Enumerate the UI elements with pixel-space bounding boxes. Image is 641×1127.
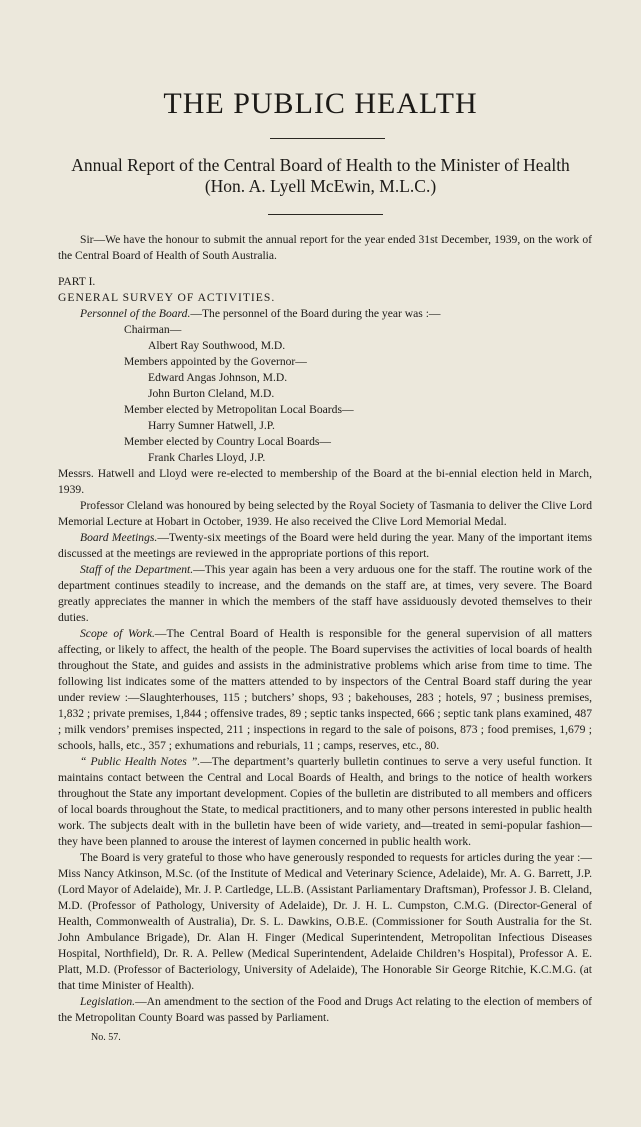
section-heading: GENERAL SURVEY OF ACTIVITIES.	[58, 291, 276, 304]
body-paragraph	[58, 498, 592, 530]
report-title-line-2: (Hon. A. Lyell McEwin, M.L.C.)	[204, 176, 437, 196]
paragraph-lead: Board Meetings.	[80, 531, 158, 544]
title-divider-bottom	[268, 214, 383, 215]
personnel-line: Member elected by Metropolitan Local Boards—	[124, 403, 354, 416]
report-title	[0, 155, 641, 197]
body-paragraph	[58, 754, 592, 850]
body-paragraph	[58, 530, 592, 562]
personnel-list	[58, 322, 592, 466]
paragraph-text: The Board is very grateful to those who have generously responded to requests for articles during the year :—Miss Nancy Atkinson, M.Sc. (of the Institute of Medical and Veterinary Science, Adelaide), Mr. A. G. Barrett, J.P. (Lord Mayor of Adelaide), Mr. J. P. Cartledge, LL.B. (Assistant Parliamentary Draftsman), Professor J. B. Cleland, M.D. (Professor of Pathology, University of Adelaide), Dr. J. H. L. Cumpston, C.M.G. (Director-General of Health, Commonwealth of Australia), Dr. S. L. Dawkins, O.B.E. (Commissioner for South Australia for the St. John Ambulance Brigade), Dr. Alan H. Finger (Medical Superintendent, Metropolitan Infectious Diseases Hospital, Northfield), Dr. R. A. Pellew (Medical Superintendent, Adelaide Children’s Hospital), Professor A. E. Platt, M.D. (Professor of Bacteriology, University of Adelaide), The Honorable Sir George Ritchie, K.C.M.G. (at that time Minister of Health).	[58, 851, 592, 992]
paragraph-lead: Staff of the Department.	[80, 563, 194, 576]
paragraph-lead: Scope of Work.	[80, 627, 155, 640]
personnel-lead: Personnel of the Board.	[80, 307, 191, 320]
intro-paragraph: Sir—We have the honour to submit the annual report for the year ended 31st December, 1939, on the work of the Central Board of Health of South Australia.	[58, 233, 592, 262]
personnel-line: Frank Charles Lloyd, J.P.	[148, 451, 266, 464]
body-paragraph	[58, 850, 592, 994]
report-title-line-1: Annual Report of the Central Board of Health to the Minister of Health	[71, 155, 570, 175]
paragraph-text: —The Central Board of Health is responsible for the general supervision of all matters affecting, or likely to affect, the health of the people. The Board supervises the activities of local boards of health throughout the State, and guides and assists in the administrative problems which arise from time to time. The following list indicates some of the matters attended to by inspectors of the Central Board staff during the year under review :—Slaughterhouses, 115 ; butchers’ shops, 93 ; bakehouses, 283 ; hotels, 97 ; business premises, 1,832 ; private premises, 1,844 ; offensive trades, 89 ; septic tanks inspected, 666 ; septic tank plans examined, 487 ; milk vendors’ premises inspected, 211 ; inspections in regard to the sale of poisons, 873 ; food premises, 1,679 ; schools, halls, etc., 357 ; exhumations and reburials, 11 ; camps, reserves, etc., 80.	[58, 627, 592, 752]
page-footer: No. 57.	[91, 1032, 121, 1043]
personnel-text: —The personnel of the Board during the year was :—	[190, 307, 441, 320]
part-one-section	[58, 274, 592, 1026]
body-paragraphs	[58, 466, 592, 1026]
paragraph-text: —Twenty-six meetings of the Board were held during the year. Many of the important items discussed at the meetings are reviewed in the appropriate portions of this report.	[58, 531, 593, 560]
personnel-line: Harry Sumner Hatwell, J.P.	[148, 419, 275, 432]
body-paragraph	[58, 626, 592, 754]
paragraph-text: —This year again has been a very arduous one for the staff. The routine work of the department continues steadily to increase, and the demands on the staff are, at times, very severe. The Board greatly appreciates the manner in which the members of the staff have assiduously devoted themselves to their duties.	[58, 563, 592, 624]
paragraph-lead: “ Public Health Notes ”.	[80, 755, 201, 768]
body-paragraph	[58, 466, 592, 498]
body-paragraph	[58, 562, 592, 626]
paragraph-text: Professor Cleland was honoured by being selected by the Royal Society of Tasmania to deliver the Clive Lord Memorial Lecture at Hobart in October, 1939. He also received the Clive Lord Memorial Medal.	[58, 499, 592, 528]
part-heading: PART I.	[58, 275, 96, 288]
page-title: THE PUBLIC HEALTH	[163, 87, 478, 120]
personnel-line: Members appointed by the Governor—	[124, 355, 307, 368]
personnel-line: Chairman—	[124, 323, 182, 336]
body-paragraph	[58, 994, 592, 1026]
personnel-line: Edward Angas Johnson, M.D.	[148, 371, 288, 384]
personnel-line: Albert Ray Southwood, M.D.	[148, 339, 286, 352]
personnel-line: Member elected by Country Local Boards—	[124, 435, 332, 448]
paragraph-lead: Legislation.	[80, 995, 136, 1008]
paragraph-text: —An amendment to the section of the Food and Drugs Act relating to the election of members of the Metropolitan County Board was passed by Parliament.	[58, 995, 592, 1024]
intro-section	[58, 232, 592, 264]
personnel-paragraph	[58, 306, 592, 322]
paragraph-text: —The department’s quarterly bulletin continues to serve a very useful function. It maintains contact between the Central and Local Boards of Health, and brings to the notice of health workers throughout the State any important development. Copies of the bulletin are distributed to all members and officers of local boards throughout the State, to medical practitioners, and to many other persons interested in public health work. The subjects dealt with in the bulletin have been of wide variety, and—treated in semi-popular fashion—they have been planned to arouse the interest of laymen concerned in public health work.	[58, 755, 592, 848]
title-divider-top	[270, 138, 385, 139]
paragraph-text: Messrs. Hatwell and Lloyd were re-elected to membership of the Board at the bi-ennial election held in March, 1939.	[58, 467, 592, 496]
personnel-line: John Burton Cleland, M.D.	[148, 387, 275, 400]
